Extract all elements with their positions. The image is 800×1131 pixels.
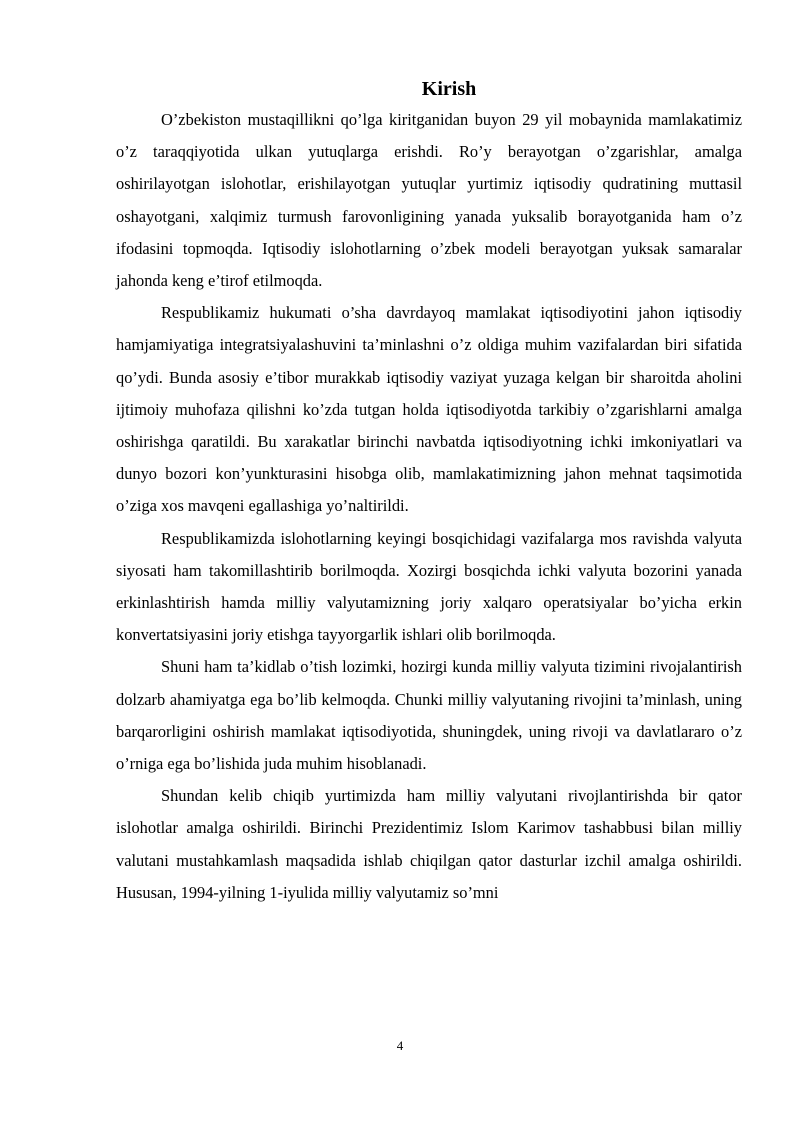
paragraph-4: Shuni ham ta’kidlab o’tish lozimki, hozirgi kunda milliy valyuta tizimini rivojalantirish dolzarb ahamiyatga ega bo’lib kelmoqda. Chunki milliy valyutaning rivojini ta’minlash, uning barqarorligini oshirish mamlakat iqtisodiyotida, shuningdek, uning rivoji va davlatlararo o’z o’rniga ega bo’lishida juda muhim hisoblanadi. <box>116 657 742 774</box>
paragraph-2: Respublikamiz hukumati o’sha davrdayoq mamlakat iqtisodiyotini jahon iqtisodiy hamjamiyatiga integratsiyalashuvini ta’minlashni o’z oldiga muhim vazifalardan biri sifatida qo’ydi. Bunda asosiy e’tibor murakkab iqtisodiy vaziyat yuzaga kelgan bir sharoitda aholini ijtimoiy muhofaza qilishni ko’zda tutgan holda iqtisodiyotda tarkibiy o’zgarishlarni amalga oshirishga qaratildi. Bu xarakatlar birinchi navbatda iqtisodiyotning ichki imkoniyatlari va dunyo bozori kon’yunkturasini hisobga olib, mamlakatimizning jahon mehnat taqsimotida o’ziga xos mavqeni egallashiga yo’naltirildi. <box>116 303 742 516</box>
paragraph-3: Respublikamizda islohotlarning keyingi bosqichidagi vazifalarga mos ravishda valyuta siyosati ham takomillashtirib borilmoqda. Xozirgi bosqichda ichki valyuta bozorini yanada erkinlashtirish hamda milliy valyutamizning joriy xalqaro operatsiyalar bo’yicha erkin konvertatsiyasini joriy etishga tayyorgarlik ishlari olib borilmoqda. <box>116 528 742 645</box>
paragraph-5: Shundan kelib chiqib yurtimizda ham milliy valyutani rivojlantirishda bir qator islohotlar amalga oshirildi. Birinchi Prezidentimiz Islom Karimov tashabbusi bilan milliy valutani mustahkamlash maqsadida ishlab chiqilgan qator dasturlar izchil amalga oshirildi. Hususan, 1994-yilning 1-iyulida milliy valyutamiz so’mni <box>116 786 742 902</box>
paragraph-1: O’zbekiston mustaqillikni qo’lga kiritganidan buyon 29 yil mobaynida mamlakatimiz o’z taraqqiyotida ulkan yutuqlarga erishdi. Ro’y berayotgan o’zgarishlar, amalga oshirilayotgan islohotlar, erishilayotgan yutuqlar yurtimiz iqtisodiy qudratining muttasil oshayotgani, xalqimiz turmush farovonligining yanada yuksalib borayotganida ham o’z ifodasini topmoqda. Iqtisodiy islohotlarning o’zbek modeli berayotgan yuksak samaralar jahonda keng e’tirof etilmoqda. <box>116 110 742 291</box>
page-title: Kirish <box>421 78 477 100</box>
page-number: 4 <box>396 1038 404 1053</box>
document-page <box>116 74 742 909</box>
